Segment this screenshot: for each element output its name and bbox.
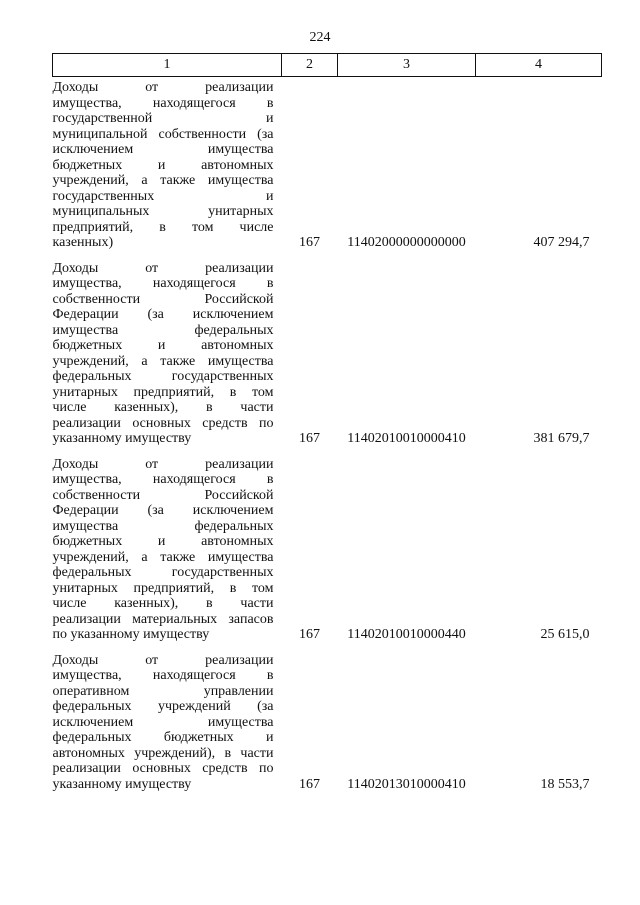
row-code: 167 xyxy=(299,627,320,642)
row-amount: 381 679,7 xyxy=(533,431,590,446)
budget-table xyxy=(52,53,602,792)
description-line: имущества, находящегося в xyxy=(52,668,274,683)
description-line: автономных учреждений), в части xyxy=(52,745,274,761)
description-line: федеральных бюджетных и xyxy=(52,730,274,745)
description-line: собственности Российской xyxy=(52,291,274,307)
description-line: унитарных предприятий, в том xyxy=(52,384,274,400)
description-line: оперативном управлении xyxy=(52,683,274,699)
description-line: имущества федеральных xyxy=(52,518,274,534)
description-line: имущества, находящегося в xyxy=(52,276,274,291)
description-line: государственных и xyxy=(52,188,274,204)
description-line: указанному имуществу xyxy=(52,776,192,792)
description-line: Доходы от реализации xyxy=(52,652,274,668)
description-line: числе казенных), в части xyxy=(52,596,274,611)
column-header-2: 2 xyxy=(282,54,338,77)
row-code: 167 xyxy=(299,235,320,250)
description-line: унитарных предприятий, в том xyxy=(52,580,274,596)
description-line: имущества, находящегося в xyxy=(52,95,274,111)
row-account-code: 11402013010000410 xyxy=(347,776,466,792)
row-code: 167 xyxy=(299,776,320,792)
description-line: реализации основных средств по xyxy=(52,761,274,776)
row-code: 167 xyxy=(299,431,320,446)
description-line: имущества федеральных xyxy=(52,322,274,338)
description-line: указанному имуществу xyxy=(52,431,192,446)
table-row xyxy=(53,643,602,793)
description-line: реализации основных средств по xyxy=(52,415,274,431)
description-line: предприятий, в том числе xyxy=(52,219,274,235)
column-header-3: 3 xyxy=(338,54,476,77)
description-line: учреждений, а также имущества xyxy=(52,549,274,565)
description-line: муниципальных унитарных xyxy=(52,204,274,219)
row-description xyxy=(53,643,282,793)
table-row xyxy=(53,77,602,251)
description-line: федеральных государственных xyxy=(52,565,274,580)
column-header-4: 4 xyxy=(476,54,602,77)
page-number: 224 xyxy=(309,30,331,45)
row-description xyxy=(53,447,282,643)
description-line: бюджетных и автономных xyxy=(52,157,274,173)
description-line: Федерации (за исключением xyxy=(52,503,274,518)
description-line: числе казенных), в части xyxy=(52,400,274,415)
row-amount: 25 615,0 xyxy=(540,627,590,642)
description-line: федеральных государственных xyxy=(52,369,274,384)
row-amount: 18 553,7 xyxy=(540,776,590,792)
description-line: казенных) xyxy=(52,235,114,250)
row-account-code: 11402000000000000 xyxy=(347,235,466,250)
row-account-code: 11402010010000440 xyxy=(347,627,466,642)
table-body xyxy=(53,77,602,793)
table-row xyxy=(53,251,602,447)
description-line: бюджетных и автономных xyxy=(52,338,274,353)
table-header-row xyxy=(53,54,602,77)
description-line: государственной и xyxy=(52,111,274,126)
description-line: по указанному имуществу xyxy=(52,627,210,642)
description-line: имущества, находящегося в xyxy=(52,472,274,487)
description-line: Доходы от реализации xyxy=(52,456,274,472)
table-row xyxy=(53,447,602,643)
description-line: реализации материальных запасов xyxy=(52,611,274,627)
row-description xyxy=(53,251,282,447)
description-line: муниципальной собственности (за xyxy=(52,126,274,142)
row-description xyxy=(53,77,282,251)
description-line: учреждений, а также имущества xyxy=(52,173,274,188)
description-line: федеральных учреждений (за xyxy=(52,699,274,714)
row-account-code: 11402010010000410 xyxy=(347,431,466,446)
description-line: собственности Российской xyxy=(52,487,274,503)
description-line: Федерации (за исключением xyxy=(52,307,274,322)
description-line: бюджетных и автономных xyxy=(52,534,274,549)
description-line: Доходы от реализации xyxy=(52,260,274,276)
description-line: Доходы от реализации xyxy=(52,80,274,95)
row-amount: 407 294,7 xyxy=(533,235,590,250)
column-header-1: 1 xyxy=(53,54,282,77)
description-line: учреждений, а также имущества xyxy=(52,353,274,369)
description-line: исключением имущества xyxy=(52,142,274,157)
description-line: исключением имущества xyxy=(52,714,274,730)
